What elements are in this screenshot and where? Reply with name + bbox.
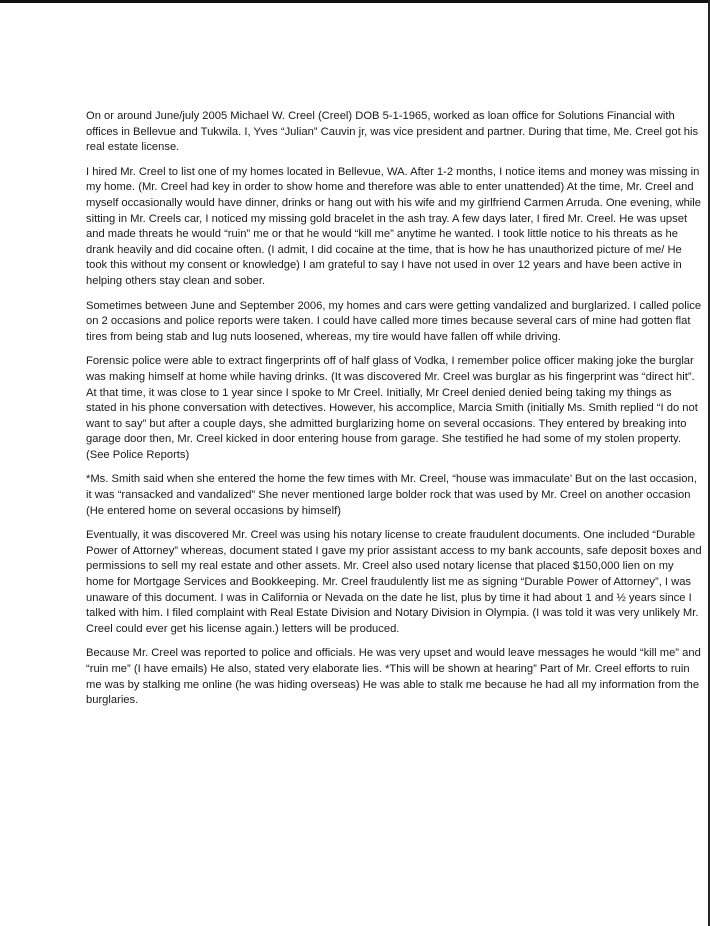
document-page: [86, 109, 704, 718]
scan-edge-top: [0, 0, 710, 3]
paragraph-forensics: Forensic police were able to extract fingerprints off of half glass of Vodka, I remember police officer making joke the burglar was making himself at home while having drinks. (It was discovered Mr. Creel was burglar as his fingerprint was “direct hit”. At that time, it was close to 1 year since I spoke to Mr Creel. Initially, Mr Creel denied denied being taking my things as stated in his phone conversation with detectives. However, his accomplice, Marcia Smith (initially Ms. Smith replied “I do not want to say” but after a couple days, she admitted burglarizing home on several occasions. They entered by breaking into garage door then, Mr. Creel kicked in door entering house from garage. She testified he had some of my stolen property. (See Police Reports): [86, 355, 698, 461]
paragraph-smith-testimony: *Ms. Smith said when she entered the home the few times with Mr. Creel, “house was immaculate’ But on the last occasion, it was “ransacked and vandalized” She never mentioned large bolder rock that was used by Mr. Creel on another occasion (He entered home on several occasions by himself): [86, 473, 697, 517]
paragraph-vandalism: Sometimes between June and September 2006, my homes and cars were getting vandalized and burglarized. I called police on 2 occasions and police reports were taken. I could have called more times because several cars of mine had gotten flat tires from being stab and lug nuts loosened, whereas, my tire would have fallen off while driving.: [86, 299, 702, 343]
paragraph-stalking: Because Mr. Creel was reported to police and officials. He was very upset and would leave messages he would “kill me” and “ruin me” (I have emails) He also, stated very elaborate lies. *This will be shown at hearing” Part of Mr. Creel efforts to ruin me was by stalking me online (he was hiding overseas) He was able to stalk me because he had all my information from the burglaries.: [86, 647, 701, 707]
paragraph-background: On or around June/july 2005 Michael W. Creel (Creel) DOB 5-1-1965, worked as loan office for Solutions Financial with offices in Bellevue and Tukwila. I, Yves “Julian” Cauvin jr, was vice president and partner. During that time, Me. Creel got his real estate license.: [86, 110, 699, 154]
paragraph-notary-fraud: Eventually, it was discovered Mr. Creel was using his notary license to create fraudulent documents. One included “Durable Power of Attorney” whereas, document stated I gave my prior assistant access to my bank accounts, safe deposit boxes and permissions to sell my real estate and other assets. Mr. Creel also used notary license that placed $150,000 lien on my home for Mortgage Services and Bookkeeping. Mr. Creel fraudulently list me as signing “Durable Power of Attorney”, I was unaware of this document. I was in California or Nevada on the date he list, plus by time it had about 1 and ½ years since I talked with him. I filed complaint with Real Estate Division and Notary Division in Olympia. (I was told it was very unlikely Mr. Creel could ever get his license again.) letters will be produced.: [86, 529, 702, 635]
paragraph-hiring: I hired Mr. Creel to list one of my homes located in Bellevue, WA. After 1-2 months, I notice items and money was missing in my home. (Mr. Creel had key in order to show home and therefore was able to enter unattended) At the time, Mr. Creel and myself occasionally would have dinner, drinks or hang out with his wife and my girlfriend Carmen Arruda. One evening, while sitting in Mr. Creels car, I noticed my missing gold bracelet in the ash tray. A few days later, I fired Mr. Creel. He was upset and made threats he would “ruin” me or that he would “kill me” anytime he wanted. I took little notice to his threats as he drank heavily and did cocaine often. (I admit, I did cocaine at the time, that is how he has unauthorized picture of me/ He took this without my consent or knowledge) I am grateful to say I have not used in over 12 years and have been active in helping others stay clean and sober.: [86, 165, 701, 287]
